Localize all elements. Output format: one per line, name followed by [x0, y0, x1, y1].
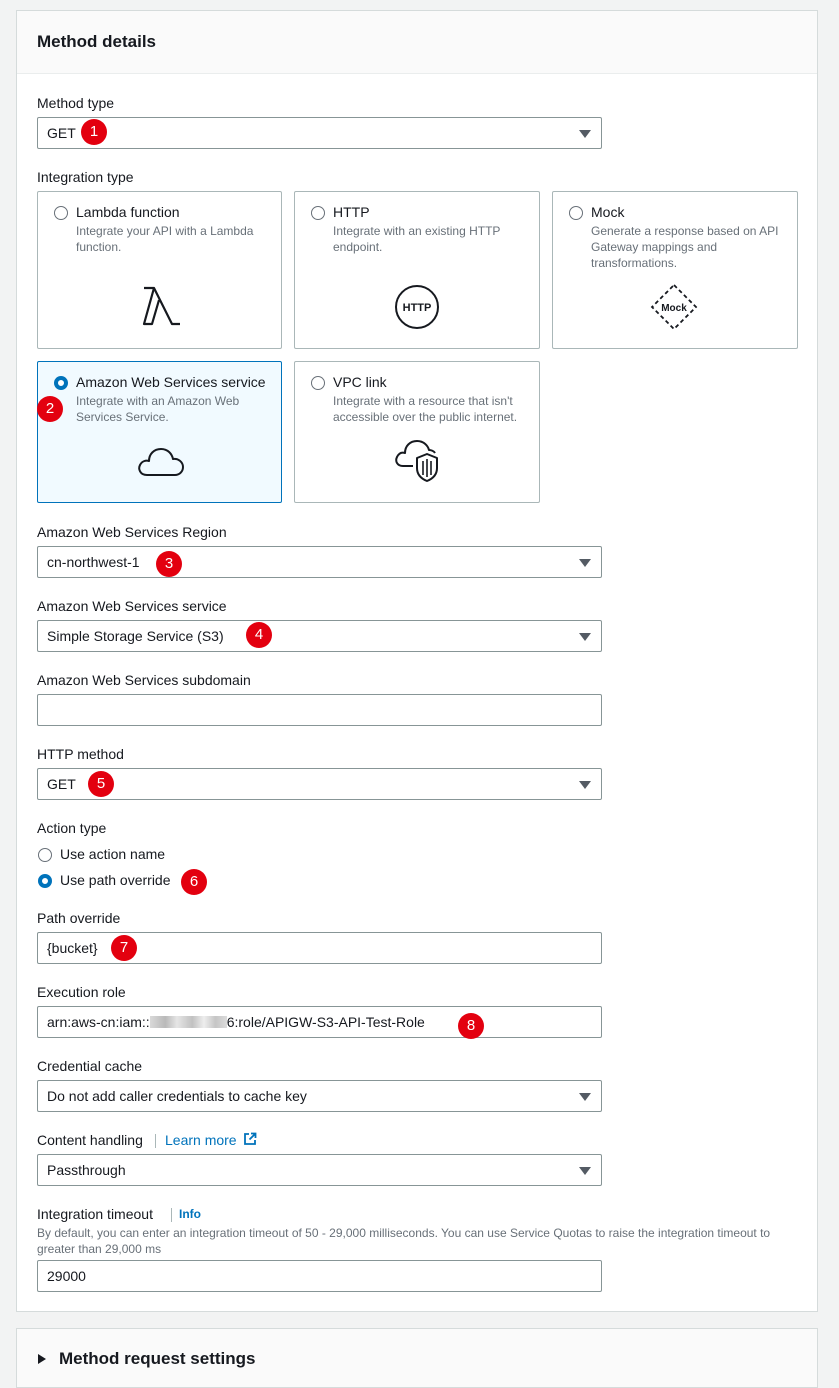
integration-card-mock[interactable]: [552, 191, 798, 349]
panel-header: [17, 11, 817, 74]
integration-timeout-desc: By default, you can enter an integration timeout of 50 - 29,000 milliseconds. You can use Service Quotas to raise the integration timeout to greater than 29,000 ms: [37, 1226, 771, 1256]
subdomain-label: Amazon Web Services subdomain: [37, 672, 251, 688]
mock-icon: [650, 283, 698, 331]
card-desc: Integrate with an existing HTTP endpoint.: [333, 224, 501, 254]
svg-text:Mock: Mock: [661, 303, 687, 314]
lambda-icon: [138, 284, 184, 330]
method-request-settings-panel[interactable]: [16, 1328, 818, 1388]
card-title: Mock: [591, 204, 625, 220]
redacted-account-id: [150, 1016, 227, 1028]
content-handling-select[interactable]: [37, 1154, 602, 1186]
radio-mock[interactable]: [569, 206, 583, 220]
external-link-icon[interactable]: [243, 1132, 257, 1146]
method-type-label: Method type: [37, 95, 115, 111]
radio-vpc-link[interactable]: [311, 376, 325, 390]
content-handling-label: Content handling: [37, 1132, 143, 1148]
radio-lambda[interactable]: [54, 206, 68, 220]
card-desc: Integrate your API with a Lambda function.: [76, 224, 254, 254]
integration-card-http[interactable]: [294, 191, 540, 349]
integration-timeout-input[interactable]: 29000: [37, 1260, 602, 1292]
execution-role-suffix: 6:role/APIGW-S3-API-Test-Role: [226, 1014, 425, 1030]
separator: [155, 1134, 156, 1148]
learn-more-link[interactable]: Learn more: [165, 1132, 237, 1148]
cloud-shield-icon: [393, 436, 445, 484]
card-desc: Integrate with a resource that isn't accessible over the public internet.: [333, 394, 518, 424]
cloud-icon: [136, 444, 186, 478]
path-override-label: Path override: [37, 910, 121, 926]
method-type-value: GET: [47, 125, 76, 141]
credential-cache-select[interactable]: [37, 1080, 602, 1112]
radio-use-path-override[interactable]: [38, 874, 52, 888]
annotation-badge: 6: [181, 869, 207, 895]
execution-role-prefix: arn:aws-cn:iam::: [47, 1014, 150, 1030]
region-select[interactable]: [37, 546, 602, 578]
method-request-settings-title[interactable]: Method request settings: [59, 1349, 256, 1368]
credential-cache-value: Do not add caller credentials to cache key: [47, 1088, 307, 1104]
method-type-select[interactable]: [37, 117, 602, 149]
execution-role-input[interactable]: [37, 1006, 602, 1038]
execution-role-label: Execution role: [37, 984, 126, 1000]
annotation-badge: 4: [246, 622, 272, 648]
caret-down-icon: [579, 130, 591, 138]
card-title: Amazon Web Services service: [76, 374, 266, 390]
integration-card-aws-service[interactable]: [37, 361, 282, 503]
caret-down-icon: [579, 633, 591, 641]
region-label: Amazon Web Services Region: [37, 524, 227, 540]
service-label: Amazon Web Services service: [37, 598, 227, 614]
annotation-badge: 3: [156, 551, 182, 577]
caret-down-icon: [579, 559, 591, 567]
card-title: Lambda function: [76, 204, 180, 220]
annotation-badge: 8: [458, 1013, 484, 1039]
integration-timeout-label: Integration timeout: [37, 1206, 153, 1222]
integration-card-lambda[interactable]: [37, 191, 282, 349]
service-select[interactable]: [37, 620, 602, 652]
integration-card-vpc-link[interactable]: [294, 361, 540, 503]
action-type-label: Action type: [37, 820, 107, 836]
service-value: Simple Storage Service (S3): [47, 628, 224, 644]
action-option-label: Use path override: [60, 872, 171, 888]
card-title: VPC link: [333, 374, 387, 390]
content-handling-value: Passthrough: [47, 1162, 126, 1178]
subdomain-input[interactable]: [37, 694, 602, 726]
radio-use-action-name[interactable]: [38, 848, 52, 862]
annotation-badge: 5: [88, 771, 114, 797]
panel-title: Method details: [37, 32, 157, 51]
separator: [171, 1208, 172, 1222]
action-option-label: Use action name: [60, 846, 166, 862]
card-desc: Integrate with an Amazon Web Services Service.: [76, 394, 240, 424]
annotation-badge: 7: [111, 935, 137, 961]
credential-cache-label: Credential cache: [37, 1058, 143, 1074]
card-title: HTTP: [333, 204, 370, 220]
caret-right-icon[interactable]: [38, 1354, 46, 1364]
caret-down-icon: [579, 1093, 591, 1101]
http-method-select[interactable]: [37, 768, 602, 800]
region-value: cn-northwest-1: [47, 554, 140, 570]
annotation-badge: 1: [81, 119, 107, 145]
method-details-panel: [16, 10, 818, 1312]
path-override-input[interactable]: {bucket}: [37, 932, 602, 964]
annotation-badge: 2: [37, 396, 63, 422]
caret-down-icon: [579, 781, 591, 789]
info-link[interactable]: Info: [179, 1207, 201, 1221]
http-method-value: GET: [47, 776, 76, 792]
card-desc: Generate a response based on API Gateway mappings and transformations.: [591, 224, 779, 270]
http-icon: [393, 283, 441, 331]
radio-http[interactable]: [311, 206, 325, 220]
integration-type-label: Integration type: [37, 169, 134, 185]
svg-text:HTTP: HTTP: [402, 302, 432, 314]
http-method-label: HTTP method: [37, 746, 124, 762]
caret-down-icon: [579, 1167, 591, 1175]
radio-aws-service[interactable]: [54, 376, 68, 390]
